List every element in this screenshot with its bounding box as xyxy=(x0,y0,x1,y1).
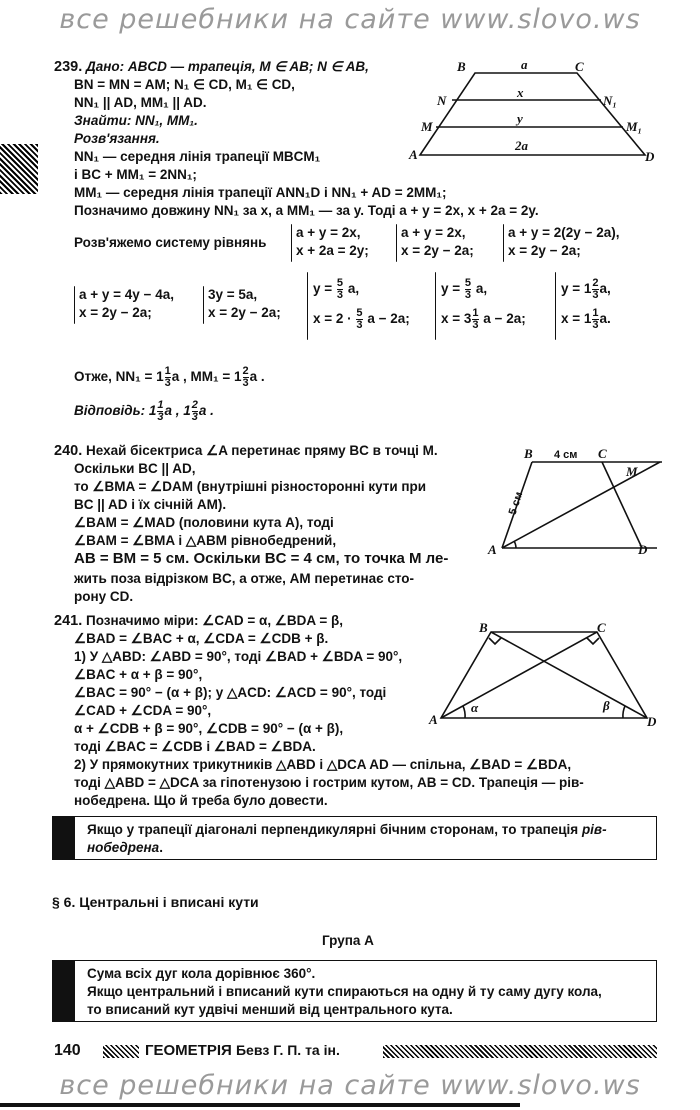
p241-line-8: тоді ∠BAC = ∠CDB і ∠BAD = ∠BDA. xyxy=(74,739,316,754)
fd: 3 xyxy=(157,410,164,423)
label-C: C xyxy=(597,620,606,635)
label-beta: β xyxy=(603,698,610,713)
system-4 xyxy=(79,286,174,322)
system-7 xyxy=(441,274,526,334)
footer-hatch-right xyxy=(383,1045,657,1058)
t: Позначимо міри: ∠CAD = α, ∠BDA = β, xyxy=(86,613,344,628)
rule-box-circle xyxy=(52,960,657,1022)
system-8 xyxy=(561,274,611,334)
system-1 xyxy=(296,224,369,260)
t: то вписаний кут удвічі менший від центрального кута. xyxy=(87,1002,453,1017)
sys-line xyxy=(313,304,410,334)
box-text xyxy=(81,817,656,861)
fn: 2 xyxy=(242,364,249,377)
brace xyxy=(503,224,504,262)
t: x = 3 xyxy=(441,311,472,326)
brace xyxy=(203,286,204,324)
sys-line: a + y = 2x, xyxy=(296,225,361,240)
figure-241-trapezoid xyxy=(425,620,665,730)
right-angle-c xyxy=(587,638,599,644)
p240-line-6: ∠BAM = ∠BMA і △ABM рівнобедрений, xyxy=(74,533,337,548)
system-3 xyxy=(508,224,619,260)
t: a. xyxy=(599,311,611,326)
book-title: ГЕОМЕТРІЯ xyxy=(145,1042,232,1059)
box-text xyxy=(81,961,656,1023)
group-heading: Група А xyxy=(322,933,374,948)
label-N1: N₁ xyxy=(603,93,617,108)
label-2a: 2a xyxy=(515,138,528,153)
t: нобедрена xyxy=(87,840,160,855)
fn: 2 xyxy=(191,398,198,411)
box-bar xyxy=(53,961,75,1021)
right-angle-b xyxy=(489,638,501,644)
p240-line-9: рону CD. xyxy=(74,589,134,604)
p241-line-5: ∠BAC = 90° − (α + β); у △ACD: ∠ACD = 90°, тоді xyxy=(74,685,387,700)
fn: 1 xyxy=(592,306,599,319)
fn: 5 xyxy=(356,306,363,319)
fraction xyxy=(165,366,171,389)
t: Відповідь: 1 xyxy=(74,403,157,418)
page-number: 140 xyxy=(54,1042,81,1059)
label-B: B xyxy=(479,620,488,635)
p241-line-3: 1) У △ABD: ∠ABD = 90°, тоді ∠BAD + ∠BDA = 90°, xyxy=(74,649,403,664)
sys-line xyxy=(441,304,526,334)
fd: 3 xyxy=(592,318,599,331)
fd: 3 xyxy=(164,376,171,389)
label-alpha: α xyxy=(471,700,479,715)
diagonal-ac xyxy=(441,632,597,718)
label-y: y xyxy=(517,111,523,126)
p239-solution-label: Розв'язання. xyxy=(74,131,160,146)
fn: 2 xyxy=(592,276,599,289)
label-A: A xyxy=(488,542,497,557)
p241-line-4: ∠BAC + α + β = 90°, xyxy=(74,667,203,682)
brace xyxy=(291,224,292,262)
p240-number: 240. xyxy=(54,443,83,459)
p240-line-2: Оскільки BC || AD, xyxy=(74,461,196,476)
brace xyxy=(74,286,75,324)
sys-line xyxy=(313,274,410,304)
label-M: M xyxy=(421,119,433,134)
label-M1: M₁ xyxy=(626,119,643,134)
t: y = 1 xyxy=(561,281,592,296)
sys-line: 3y = 5a, xyxy=(208,287,258,302)
p239-conclusion xyxy=(74,364,265,390)
trapezoid-outline xyxy=(420,73,645,155)
p239-given-2: BN = MN = AM; N₁ ∈ CD, M₁ ∈ CD, xyxy=(74,77,295,92)
t: a , MM₁ = 1 xyxy=(171,369,242,384)
p241-line-2: ∠BAD = ∠BAC + α, ∠CDA = ∠CDB + β. xyxy=(74,631,329,646)
label-C: C xyxy=(575,59,584,74)
fraction xyxy=(356,308,362,331)
sys-line: a + y = 2(2y − 2a), xyxy=(508,225,620,240)
p241-line-11: нобедрена. Що й треба було довести. xyxy=(74,793,328,808)
label-x: x xyxy=(517,85,524,100)
fd: 3 xyxy=(191,410,198,423)
fd: 3 xyxy=(472,318,479,331)
angle-alpha-arc xyxy=(463,706,465,718)
sys-line: x = 2y − 2a; xyxy=(79,305,152,320)
box-bar xyxy=(53,817,75,859)
p241-line-9: 2) У прямокутних трикутників △ABD і △DCA AD — спільна, ∠BAD = ∠BDA, xyxy=(74,757,572,772)
fn: 1 xyxy=(472,306,479,319)
footer-hatch-left xyxy=(103,1045,139,1058)
label-a: a xyxy=(521,57,528,72)
t: a . xyxy=(198,403,214,418)
t: рів- xyxy=(581,822,607,837)
fraction xyxy=(465,278,471,301)
t: a, xyxy=(347,281,360,296)
watermark-bottom: все решебники на сайте www.slovo.ws xyxy=(59,1070,641,1101)
fd: 3 xyxy=(592,288,599,301)
sys-line xyxy=(441,274,526,304)
t: . xyxy=(159,840,163,855)
t: a, xyxy=(475,281,488,296)
t: a, xyxy=(599,281,611,296)
label-C: C xyxy=(598,446,607,461)
p240-line-7: AB = BM = 5 см. Оскільки BC = 4 см, то точка M ле- xyxy=(74,550,449,567)
fn: 1 xyxy=(157,398,164,411)
fd: 3 xyxy=(356,318,363,331)
label-D: D xyxy=(638,542,648,557)
brace xyxy=(307,272,308,340)
figure-240-trapezoid xyxy=(482,440,682,570)
t: Якщо у трапеції діагоналі перпендикулярні бічним сторонам, то трапеція xyxy=(87,822,582,837)
label-N: N xyxy=(437,93,447,108)
p240-line-3: то ∠BMA = ∠DAM (внутрішні різносторонні кути при xyxy=(74,479,427,494)
p240-line-4: BC || AD і їх січній AM). xyxy=(74,497,227,512)
t: Сума всіх дуг кола дорівнює 360°. xyxy=(87,966,316,981)
system-2 xyxy=(401,224,474,260)
p240-line-8: жить поза відрізком BC, а отже, AM перетинає сто- xyxy=(74,571,415,586)
angle-beta-arc xyxy=(623,706,625,718)
p239-line-5: Розв'яжемо систему рівнянь xyxy=(74,235,267,250)
fraction xyxy=(157,400,163,423)
diagonal-bd xyxy=(491,632,647,718)
p239-given1-text: Дано: ABCD — трапеція, M ∈ AB; N ∈ AB, xyxy=(86,59,369,74)
t: x = 2 · xyxy=(313,311,352,326)
t: x = 1 xyxy=(561,311,592,326)
p239-line-4: Позначимо довжину NN₁ за x, а MM₁ — за y. Тоді a + y = 2x, x + 2a = 2y. xyxy=(74,203,539,218)
label-B: B xyxy=(457,59,466,74)
footer-title xyxy=(145,1042,340,1059)
t: a − 2a; xyxy=(483,311,526,326)
label-A: A xyxy=(429,712,438,727)
p239-answer xyxy=(74,398,214,424)
rule-box-trapezoid xyxy=(52,816,657,860)
t: Отже, NN₁ = 1 xyxy=(74,369,164,384)
fraction xyxy=(472,308,478,331)
fraction xyxy=(192,400,198,423)
brace xyxy=(396,224,397,262)
bottom-rule xyxy=(0,1103,520,1107)
watermark-top: все решебники на сайте www.slovo.ws xyxy=(59,4,641,35)
t: Нехай бісектриса ∠A перетинає пряму BC в точці M. xyxy=(86,443,438,458)
fraction xyxy=(592,308,598,331)
side-hatch-mark xyxy=(0,144,38,194)
p239-find: Знайти: NN₁, MM₁. xyxy=(74,113,198,128)
p241-line-6: ∠CAD + ∠CDA = 90°, xyxy=(74,703,212,718)
p240-line-1 xyxy=(54,442,438,460)
t: a , 1 xyxy=(164,403,191,418)
label-D: D xyxy=(647,714,657,729)
label-M: M xyxy=(626,464,638,479)
fraction xyxy=(337,278,343,301)
p239-given-1 xyxy=(54,58,369,76)
fn: 5 xyxy=(336,276,344,289)
p241-line-7: α + ∠CDB + β = 90°, ∠CDB = 90° − (α + β), xyxy=(74,721,344,736)
p239-given-3: NN₁ || AD, MM₁ || AD. xyxy=(74,95,207,110)
label-A: A xyxy=(409,147,418,162)
angle-arc xyxy=(514,541,516,548)
p241-number: 241. xyxy=(54,613,83,629)
p240-line-5: ∠BAM = ∠MAD (половини кута A), тоді xyxy=(74,515,334,530)
fd: 3 xyxy=(464,288,472,301)
label-5cm: 5 см xyxy=(506,490,526,517)
sys-line: a + y = 4y − 4a, xyxy=(79,287,174,302)
fd: 3 xyxy=(242,376,249,389)
brace xyxy=(435,272,436,340)
sys-line: x + 2a = 2y; xyxy=(296,243,369,258)
label-B: B xyxy=(524,446,533,461)
book-authors: Бевз Г. П. та ін. xyxy=(235,1042,340,1058)
sys-line xyxy=(561,274,611,304)
p239-line-1: NN₁ — середня лінія трапеції MBCM₁ xyxy=(74,149,321,164)
sys-line: x = 2y − 2a; xyxy=(508,243,581,258)
section-heading: § 6. Центральні і вписані кути xyxy=(52,894,259,910)
fd: 3 xyxy=(336,288,344,301)
t: y = xyxy=(441,281,461,296)
p239-line-2: і BC + MM₁ = 2NN₁; xyxy=(74,167,197,182)
sys-line: x = 2y − 2a; xyxy=(401,243,474,258)
fn: 5 xyxy=(464,276,472,289)
p239-line-3: MM₁ — середня лінія трапеції ANN₁D і NN₁ + AD = 2MM₁; xyxy=(74,185,447,200)
p241-line-1 xyxy=(54,612,343,630)
fn: 1 xyxy=(164,364,171,377)
sys-line: a + y = 2x, xyxy=(401,225,466,240)
t: a . xyxy=(249,369,265,384)
t: a − 2a; xyxy=(367,311,410,326)
system-5 xyxy=(208,286,281,322)
figure-239-trapezoid xyxy=(405,55,665,167)
sys-line: x = 2y − 2a; xyxy=(208,305,281,320)
p241-line-10: тоді △ABD = △DCA за гіпотенузою і гострим кутом, AB = CD. Трапеція — рів- xyxy=(74,775,584,790)
fraction xyxy=(243,366,249,389)
brace xyxy=(555,272,556,340)
sys-line xyxy=(561,304,611,334)
fraction xyxy=(592,278,598,301)
t: Якщо центральний і вписаний кути спираються на одну й ту саму дугу кола, xyxy=(87,984,602,999)
system-6 xyxy=(313,274,410,334)
t: y = xyxy=(313,281,333,296)
p239-number: 239. xyxy=(54,59,83,75)
label-4cm: 4 см xyxy=(554,449,578,461)
label-D: D xyxy=(645,149,655,164)
